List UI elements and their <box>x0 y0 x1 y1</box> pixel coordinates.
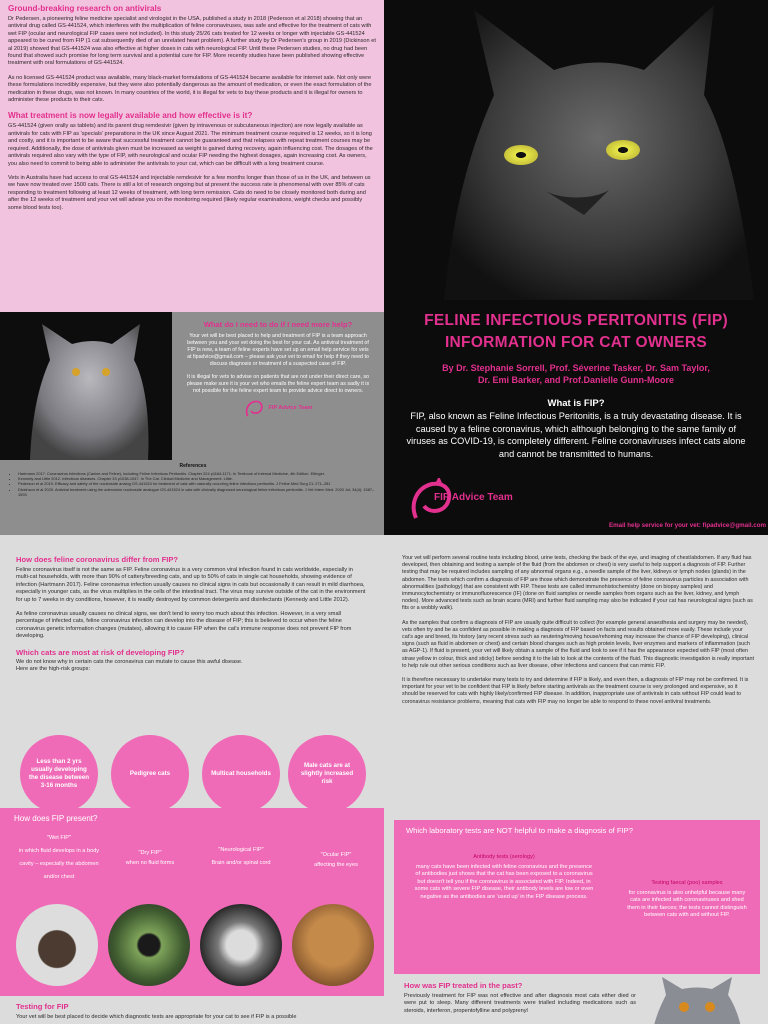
antibody-tests-text: many cats have been infected with feline coronavirus and the presence of antibodies just shows that the cat has been exposed to a coronavirus but doesn't tell you if the coronavirus is associated with FIP. Indeed, in some cats with severe FIP disease, their antibody levels are low or even negative as the antibodies are 'used up' in the FIP disease process. <box>414 863 594 900</box>
ocular-fip-photo <box>292 904 374 986</box>
diagnosis-paragraph-2: As the samples that confirm a diagnosis of FIP are usually quite difficult to collect (for example general anaesthesia and surgery may be needed), vets often try and be as confident as possible in making a diagnosis of FIP based on facts and results obtained more easily. These include your cat's age and breed, its history (any recent stress such as neutering/moving house/rehoming may increase the chance of FIP developing), clinical signs (such as fluid in abdomen or chest) and certain blood changes such as high protein levels, liver enzymes and markers of inflammation (such as AGP-1). If fluid is present, your vet will likely obtain a sample of the fluid and look to see if it has the appearance expected with FIP (most often straw yellow in colour, thick and sticky) before sending it to the lab to look at the contents of the fluid. This diagnostic investigation is really important to help rule out other serious conditions such as liver disease, other infections and cancers that can mimic FIP. <box>402 619 754 669</box>
help-paragraph-1: Your vet will be best placed to help and treatment of FIP is a team approach between you and your vet doing the best for your cat. As antiviral treatment of FIP is new, a team of feline experts have set up an email help service for vets at fipadvice@gmail.com – please ask your vet to email for help if they need to discuss diagnosis or treatment of a suspected case of FIP. <box>187 333 369 367</box>
hero-section <box>384 0 768 535</box>
fip-presentation-panel <box>0 808 384 996</box>
past-treatment-heading: How was FIP treated in the past? <box>404 981 523 990</box>
hero-title-line-1: FELINE INFECTIOUS PERITONITIS (FIP) <box>424 312 728 329</box>
presentation-heading: How does FIP present? <box>14 814 98 823</box>
lab-tests-heading: Which laboratory tests are NOT helpful to make a diagnosis of FIP? <box>406 826 633 835</box>
research-paragraph-2: As no licensed GS-441524 product was available, many black-market formulations of GS-441524 became available for internet sale. Not only were these formulations incredibly expensive, but they were also potentially dangerous as the amount of medication, or even the exact formulation of the medication in these drugs, was not known. In many countries of the world, it is illegal for vets to buy these products and it is illegal for owners to administer these products to their cats. <box>8 74 372 104</box>
hero-title-line-2: INFORMATION FOR CAT OWNERS <box>444 334 708 351</box>
ocular-fip <box>292 850 380 870</box>
coronavirus-paragraph-1: Feline coronavirus itself is not the same as FIP. Feline coronavirus is a very common viral infection found in cats worldwide, especially in multi-cat households, with more than 90% of cattery/breeding cats, and up to 50% of cats in single cat households, showing evidence of infection (Hartmann 2017). Feline coronavirus infection usually causes no clinical signs in cats but occasionally it can result in mild diarrhoea, especially in younger cats, as the virus multiplies in the cells of the intestinal tract. The virus may survive outside of the cat in the environment for up to 7 weeks in dry conditions, however, it is readily destroyed by common detergents and disinfectants (Kennedy and Little 2012). <box>16 567 366 603</box>
help-logo <box>186 399 370 417</box>
coronavirus-body <box>16 567 368 641</box>
cat-silhouette-icon <box>384 0 768 300</box>
wet-fip-title: "Wet FIP" <box>46 835 72 841</box>
references <box>8 463 378 497</box>
british-shorthair-photo <box>642 977 752 1024</box>
dry-fip-title: "Dry FIP" <box>138 850 162 856</box>
neurological-fip-text: Brain and/or spinal cord <box>211 860 271 866</box>
what-is-fip-text: FIP, also known as Feline Infectious Peritonitis, is a truly devastating disease. It is caused by a feline coronavirus, which although belonging to the same family of viruses as COVID-19, is completely different. Feline coronaviruses infect cats alone and cannot be transmitted to humans. <box>406 411 746 459</box>
neurological-fip <box>196 844 286 870</box>
coronavirus-heading: How does feline coronavirus differ from FIP? <box>16 555 179 564</box>
risk-heading: Which cats are most at risk of developing FIP? <box>16 647 185 657</box>
wet-fip-photo <box>16 904 98 986</box>
grey-cat-photo <box>0 312 172 460</box>
dry-fip-text: when no fluid forms <box>125 860 175 866</box>
reference-item: • Dickinson et al 2020. Antiviral treatment using the adenosine nucleoside analogue GS-441524 in cats with clinically diagnosed neurological feline infectious peritonitis. J Vet Intern Med. 2020 Jul; 34(4): 1587–1593 <box>18 487 378 497</box>
treatment-paragraph-1: GS-441524 (given orally as tablets) and its parent drug remdesivir (given by intravenous or subcutaneous injection) are now legally available as antivirals for cats with FIP as 'specials' preparations in the UK since August 2021. The minimum treatment course required is 12 weeks, so it is long and costly, and it is important to be aware that successful treatment cannot be guaranteed and that relapses with repeat treatment courses may be required. Additionally, the dose of antivirals given must be increased as weight is gained during recovery, again influencing cost. The dosages of the antivirals required also vary with the type of FIP, with neurological and ocular FIP needing the highest dosages, again increasing cost. As owners, you also need to commit to being able to administer the antivirals to your cat, which can be difficult with a long treatment course. <box>8 123 373 167</box>
black-cat-photo <box>384 0 768 300</box>
lab-tests-panel <box>394 820 760 974</box>
grey-cat-icon <box>0 312 172 460</box>
research-heading: Ground-breaking research on antivirals <box>8 4 162 13</box>
research-paragraph-1: Dr Pedersen, a pioneering feline medicine specialist and virologist in the USA, published a study in 2018 (Pederson et al 2018) showing that an antiviral drug called GS-441524, which interferes with the multiplication of feline coronaviruses, was safe and effective for the treatment of cats with wet FIP (ocular and neurological FIP cases were not included). In this study 25/26 cats treated for 12 weeks or longer with injectable GS-441524 appeared to be cured from FIP (1 cat subsequently died of an unrelated heart problem). A further study by Dr Pedersen's group in 2019 (Dickinson et al 2019) showed that GS-441524 was also effective at higher doses in cats with neurological FIP. Until these Pedersen studies, no drug had been found that showed such promise for long term survival and a potential cure for FIP. More recently studies have been published showing effective treatment with oral formulations of GS-441524. <box>8 16 376 67</box>
reference-item: • Hartmann 2017. Coronavirus Infections (Canine and Feline), including Feline Infectious Peritonitis. Chapter 224 p1164-1171. In Textbook of Internal Medicine, 4th Edition. Ettinger. <box>18 471 378 476</box>
faecal-tests-text: for coronavirus is also unhelpful because many cats are infected with coronaviruses and shed them in their faeces; the tests cannot distinguish between cats with and without FIP. <box>627 889 747 919</box>
risk-intro-line-1: We do not know why in certain cats the coronavirus can mutate to cause this awful disease. <box>16 658 243 665</box>
help-section <box>0 312 384 535</box>
faecal-tests <box>626 880 748 920</box>
references-heading: References <box>179 463 207 469</box>
testing-heading: Testing for FIP <box>16 1002 69 1011</box>
diagnosis-paragraph-1: Your vet will perform several routine tests including blood, urine tests, checking the back of the eye, and imaging of chest/abdomen. If any fluid has developed, then obtaining and testing a sample of the fluid (from the abdomen or chest) is very useful to help support a diagnosis of FIP. Further testing that may be required includes sampling of any abnormal organs e.g., a needle sample of the liver, kidneys or lymph nodes (glands) in the abdomen. The tests which confirm a diagnosis of FIP are those which demonstrate the presence of feline coronavirus particles in association with abnormalities (pathology) that are consistent with FIP. These tests are called immunohistochemistry (done on biopsy samples) and immunocytochemistry or immunofluorescence (IF) (done on fluid samples or needle samples from organs such as the liver, kidney, and lymph nodes). More advanced tests such as brain scans (MRI) and further fluid sampling may also be indicated if your cat has neurological signs (such as fits or a wobbly walk). <box>402 555 753 612</box>
dry-fip-photo <box>108 904 190 986</box>
diagnosis-body <box>402 555 754 713</box>
cat-eye-right <box>606 140 640 160</box>
antibody-tests-title: Antibody tests (serology) <box>473 854 535 860</box>
diagnosis-section <box>384 535 768 1024</box>
authors-line-2: Dr. Emi Barker, and Prof.Danielle Gunn-Moore <box>477 375 675 385</box>
testing-text: Your vet will be best placed to decide which diagnostic tests are appropriate for your cat to see if FIP is a possible <box>16 1014 297 1020</box>
neurological-fip-title: "Neurological FIP" <box>218 847 264 853</box>
coronavirus-paragraph-2: As feline coronavirus usually causes no clinical signs, we don't tend to worry too much about this infection. However, in a very small percentage of infected cats, feline coronavirus infection can develop into the disease of FIP; this is believed to occur when the feline coronavirus genetic information changes (mutates), allowing it to cause FIP when the cat's immune response does not prevent FIP from developing. <box>16 611 352 640</box>
antiviral-research-section <box>0 0 384 312</box>
help-paragraph-2: It is illegal for vets to advise on patients that are not under their direct care, so please make sure it is your vet who emails the feline expert team as sadly it is not possible for the feline expert team to provide advice direct to owners. <box>186 374 370 394</box>
ocular-fip-title: "Ocular FIP" <box>320 852 352 858</box>
cat-eye-left <box>504 145 538 165</box>
cat-logo-icon <box>243 399 265 417</box>
wet-fip-text: in which fluid develops in a body cavity – especially the abdomen and/or chest <box>18 848 100 880</box>
faecal-tests-title: Testing faecal (poo) samples <box>651 880 723 886</box>
risk-group-multicat: Multicat households <box>202 735 280 813</box>
neurological-fip-photo <box>200 904 282 986</box>
email-help-line[interactable]: Email help service for your vet: fipadvice@gmail.com <box>609 522 766 529</box>
authors-line-1: By Dr. Stephanie Sorrell, Prof. Séverine Tasker, Dr. Sam Taylor, <box>442 363 710 373</box>
help-heading: What do I need to do if I need more help? <box>203 320 353 329</box>
treatment-paragraph-2: Vets in Australia have had access to oral GS-441524 and injectable remdesivir for a few months longer than those of us in the UK, and between us we have now treated over 1500 cats. There is still a lot of research ongoing but at present the success rate is phenomenal with over 85% of cats responding to treatment following at least 12 weeks of treatment, with long term remission. Cats do need to be closely monitored both during and after the 12 weeks of treatment and your vet will advise you on the monitoring required (likely regular examinations, weight checks and possibly some blood tests too). <box>8 174 371 211</box>
diagnosis-paragraph-3: It is therefore necessary to undertake many tests to try and determine if FIP is likely, and even then, a diagnosis of FIP may not be confirmed. It is important for your vet to be confident that FIP is likely before starting antivirals as the treatment course is very prolonged and expensive, so it should be reserved for cats with highly likely/confirmed FIP disease. In addition, inappropriate use of antivirals in cats without FIP could lead to coronavirus resistance problems, meaning that cats with FIP may no longer be able to respond to these novel antiviral treatments. <box>402 677 749 705</box>
logo-text: FIP Advice Team <box>434 492 513 503</box>
reference-item: • Kennedy and Little 2012. Infectious diseases. Chapter 33 p1038-1047. In The Cat. Clinical Medicine and Management. Little. <box>18 476 378 481</box>
risk-intro-line-2: Here are the high-risk groups: <box>16 666 90 673</box>
what-is-fip-heading: What is FIP? <box>547 398 605 409</box>
risk-group-young-cats: Less than 2 yrs usually developing the disease between 3-16 months <box>20 735 98 813</box>
wet-fip <box>14 832 104 884</box>
grey-cat-icon <box>642 977 752 1024</box>
risk-group-male: Male cats are at slightly increased risk <box>288 735 366 813</box>
risk-intro <box>16 659 368 674</box>
treatment-heading: What treatment is now legally available and how effective is it? <box>8 111 253 121</box>
treatment-body <box>8 123 376 211</box>
antibody-tests <box>414 854 594 902</box>
past-treatment-text: Previously treatment for FIP was not effective and after diagnosis most cats either died or were put to sleep. Many different treatments were trialled including medications such as steroids, interferon, propentofylline and polyprenyl <box>404 993 636 1014</box>
hero-authors <box>384 362 768 386</box>
reference-item: • Pederson et al 2019. Efficacy and safety of the nucleoside analog GS-441524 for treatment of cats with naturally occurring feline infectious peritonitis. J Feline Med Surg 21: 271–281 <box>18 481 378 486</box>
references-list <box>8 471 378 497</box>
dry-fip <box>110 848 190 868</box>
help-panel <box>172 312 384 460</box>
research-body <box>8 16 376 104</box>
ocular-fip-text: affecting the eyes <box>314 862 358 868</box>
hero-title <box>384 310 768 354</box>
help-logo-text: FIP Advice Team <box>268 405 313 411</box>
fip-advice-team-logo <box>406 478 546 520</box>
risk-group-pedigree: Pedigree cats <box>111 735 189 813</box>
